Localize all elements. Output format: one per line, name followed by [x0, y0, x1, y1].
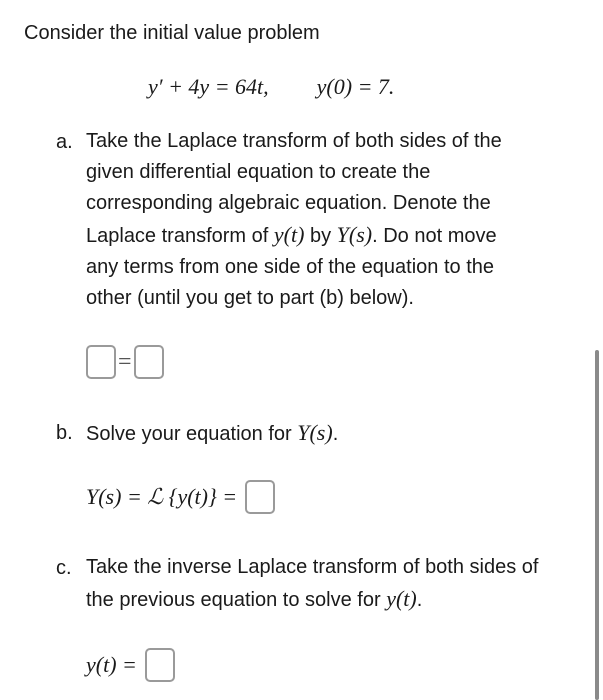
Y-of-s-b: Y(s): [297, 420, 333, 445]
equation-lhs: y′ + 4y = 64t,: [148, 74, 269, 99]
part-b-text: Solve your equation for Y(s).: [86, 420, 339, 445]
part-c-answer-box[interactable]: [145, 648, 175, 682]
part-b-letter: b.: [56, 422, 73, 444]
part-a-letter: a.: [56, 131, 73, 153]
part-a-line-1: Take the Laplace transform of both sides of the: [86, 130, 502, 152]
intro-text: Consider the initial value problem: [24, 22, 320, 44]
part-c-answer-row: [86, 648, 175, 682]
part-c-text: [86, 552, 596, 616]
part-a-answer-row: [86, 345, 164, 379]
part-c-letter: c.: [56, 557, 72, 579]
part-c-line-2: the previous equation to solve for y(t).: [86, 586, 423, 611]
y-of-t-c: y(t): [386, 586, 417, 611]
part-a-line-2: given differential equation to create the: [86, 161, 431, 183]
part-a-right-answer-box[interactable]: [134, 345, 164, 379]
part-a-left-answer-box[interactable]: [86, 345, 116, 379]
part-a-line-6: other (until you get to part (b) below).: [86, 287, 414, 309]
equals-sign: =: [118, 348, 132, 375]
vertical-scrollbar[interactable]: [595, 350, 599, 700]
part-b-answer-box[interactable]: [245, 480, 275, 514]
part-a-line-5: any terms from one side of the equation to the: [86, 256, 495, 278]
part-b-answer-row: [86, 480, 275, 514]
differential-equation: [148, 74, 394, 100]
initial-condition: y(0) = 7.: [316, 74, 395, 99]
part-a-line-3: corresponding algebraic equation. Denote the: [86, 192, 491, 214]
Y-of-s: Y(s): [336, 222, 373, 247]
y-of-t: y(t): [273, 222, 305, 247]
part-a-text: [86, 126, 586, 314]
part-c-line-1: Take the inverse Laplace transform of both sides of: [86, 556, 539, 578]
part-b-answer-label: Y(s) = ℒ {y(t)} =: [86, 484, 238, 509]
part-c-answer-label: y(t) =: [86, 652, 137, 677]
part-a-line-4: Laplace transform of y(t) by Y(s). Do not move: [86, 222, 497, 247]
